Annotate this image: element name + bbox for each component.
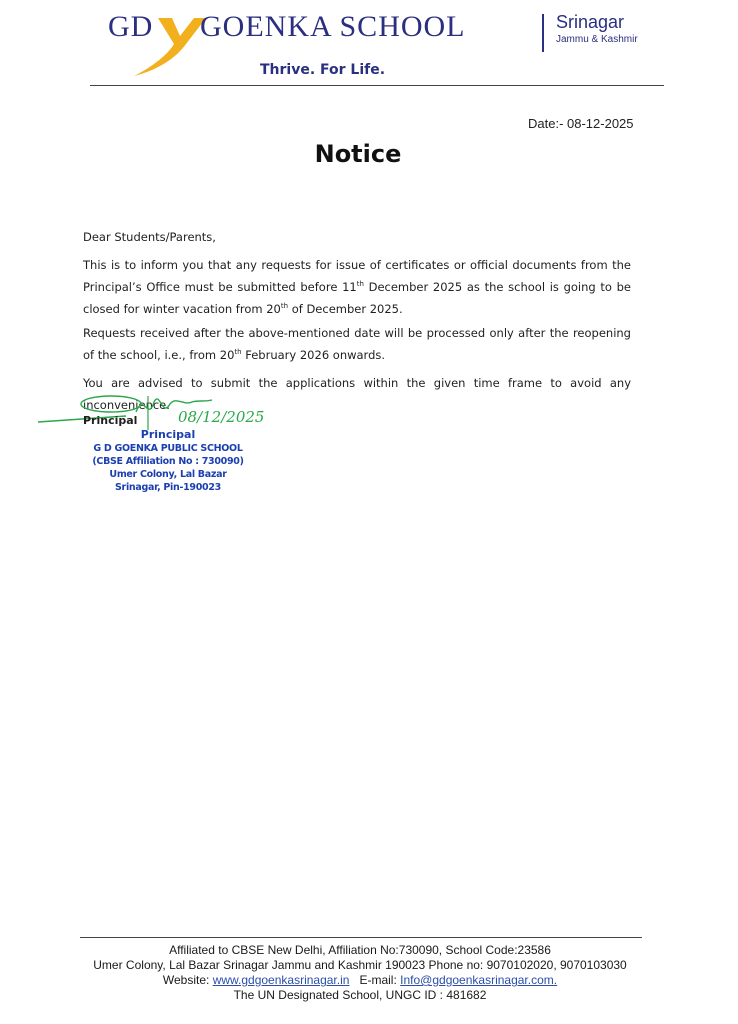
logo-gd-text: GD — [108, 10, 154, 43]
paragraph-1-part-c: of December 2025. — [288, 302, 403, 316]
paragraph-1 — [83, 254, 631, 320]
paragraph-2-sup: th — [234, 348, 242, 357]
footer-email-label: E-mail: — [359, 973, 397, 987]
paragraph-3: You are advised to submit the applications within the given time frame to avoid any inconvenience. — [83, 376, 631, 412]
notice-title: Notice — [314, 140, 402, 168]
handwritten-signature — [36, 392, 276, 432]
stamp-city-pin: Srinagar, Pin-190023 — [115, 482, 221, 493]
paragraph-1-part-b: December 2025 as the school is going to be closed for winter vacation from 20 — [83, 280, 631, 316]
principal-label: Principal — [83, 414, 138, 427]
school-name: GOENKA SCHOOL — [200, 10, 466, 43]
website-link[interactable]: www.gdgoenkasrinagar.in — [212, 973, 350, 987]
stamp-principal: Principal — [140, 428, 196, 441]
footer-ungc: The UN Designated School, UNGC ID : 481682 — [233, 988, 487, 1002]
footer-address: Umer Colony, Lal Bazar Srinagar Jammu and Kashmir 190023 Phone no: 9070102020, 9070103030 — [93, 958, 627, 972]
logo-swoosh-icon — [128, 14, 208, 78]
logo-region: Jammu & Kashmir — [556, 34, 638, 45]
footer-affiliation: Affiliated to CBSE New Delhi, Affiliation No:730090, School Code:23586 — [169, 943, 551, 957]
logo-city: Srinagar — [556, 12, 625, 32]
notice-date: Date:- 08-12-2025 — [528, 116, 634, 131]
footer-divider — [80, 937, 642, 938]
school-stamp — [88, 428, 248, 494]
footer-contact — [60, 973, 660, 988]
paragraph-2-part-a: Requests received after the above-mentioned date will be processed only after the reopening of the school, i.e., from 20 — [83, 326, 631, 362]
paragraph-1-sup-1: th — [356, 280, 364, 289]
tagline: Thrive. For Life. — [260, 62, 386, 78]
stamp-affiliation: (CBSE Affiliation No : 730090) — [92, 456, 244, 467]
salutation: Dear Students/Parents, — [83, 230, 216, 244]
logo-divider — [542, 14, 544, 52]
signature-date: 08/12/2025 — [178, 408, 265, 426]
paragraph-2 — [83, 322, 631, 366]
email-link[interactable]: Info@gdgoenkasrinagar.com. — [400, 973, 558, 987]
stamp-school-name: G D GOENKA PUBLIC SCHOOL — [93, 443, 243, 454]
stamp-address: Umer Colony, Lal Bazar — [109, 469, 227, 480]
paragraph-2-part-b: February 2026 onwards. — [241, 348, 386, 362]
footer-website-label: Website: — [162, 973, 210, 987]
header-divider — [90, 85, 664, 86]
paragraph-1-part-a: This is to inform you that any requests for issue of certificates or official documents from the Principal’s Office must be submitted before 11 — [83, 258, 631, 294]
paragraph-1-sup-2: th — [280, 302, 289, 311]
